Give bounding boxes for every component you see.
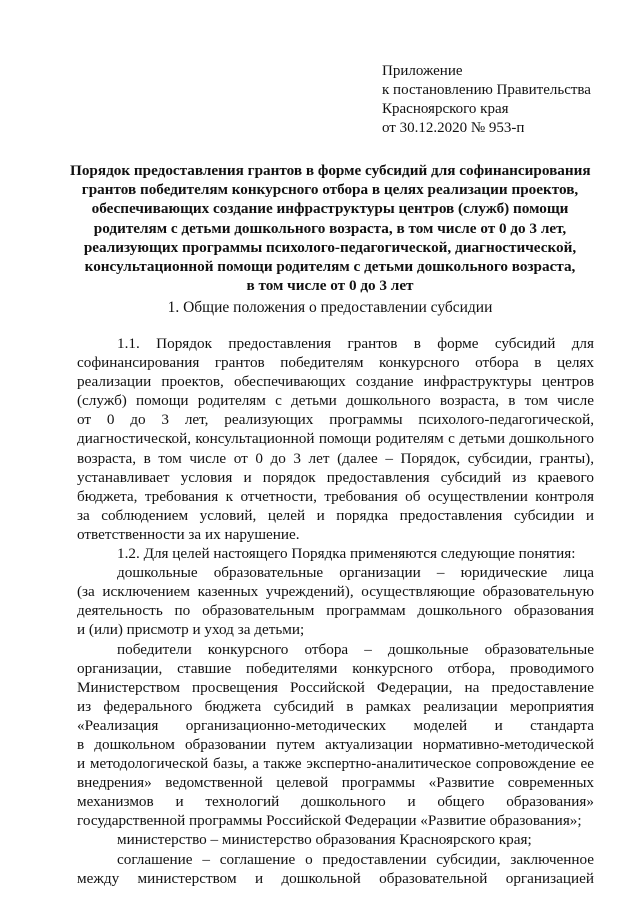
title-line: Порядок предоставления грантов в форме субсидий для софинансирования <box>70 162 591 179</box>
text-line: дошкольные образовательные организации – юридические лица <box>117 564 594 582</box>
text-line: из федерального бюджета субсидий в рамках реализации мероприятия <box>77 697 594 715</box>
title-line: реализующих программы психолого-педагогической, диагностической, <box>83 238 577 256</box>
text-line: от 0 до 3 лет, реализующих программы психолого-педагогической, <box>77 411 594 429</box>
text-line: возраста, в том числе от 0 до 3 лет (далее – Порядок, субсидии, гранты), <box>77 449 594 467</box>
text-line: (за исключением казенных учреждений), осуществляющие образовательную <box>77 583 594 601</box>
text-line: Министерством просвещения Российской Федерации, на предоставление <box>77 678 594 696</box>
title-line: обеспечивающих создание инфраструктуры центров (служб) помощи <box>91 200 569 218</box>
text-line: организации, ставшие победителями конкурсного отбора, проводимого <box>77 659 594 677</box>
text-line: за соблюдением условий, целей и порядка предоставления субсидии и <box>77 506 594 524</box>
section-heading: 1. Общие положения о предоставлении субсидии <box>167 299 493 316</box>
appendix-line: от 30.12.2020 № 953-п <box>382 120 525 136</box>
title-line: в том числе от 0 до 3 лет <box>246 277 414 295</box>
text-line: соглашение – соглашение о предоставлении субсидии, заключенное <box>117 850 594 868</box>
text-line: 1.2. Для целей настоящего Порядка применяются следующие понятия: <box>117 545 576 563</box>
title-line: родителям с детьми дошкольного возраста, в том числе от 0 до 3 лет, <box>93 219 567 237</box>
text-line: «Реализация организационно-методических моделей и стандарта <box>77 716 594 734</box>
text-line: устанавливает условия и порядок предоставления субсидий из краевого <box>77 468 594 486</box>
title-line: консультационной помощи родителям с детьми дошкольного возраста, <box>84 258 576 276</box>
text-line: (служб) помощи родителям с детьми дошкольного возраста, в том числе <box>77 392 594 410</box>
text-line: 1.1. Порядок предоставления грантов в форме субсидий для <box>117 335 594 352</box>
text-line: софинансирования грантов победителям конкурсного отбора в целях <box>77 354 594 372</box>
text-line: реализации проектов, обеспечивающих создание инфраструктуры центров <box>77 373 594 391</box>
title-line: грантов победителям конкурсного отбора в целях реализации проектов, <box>81 181 579 199</box>
text-line: механизмов и технологий дошкольного и общего образования» <box>77 793 594 811</box>
text-line: победители конкурсного отбора – дошкольные образовательные <box>117 640 594 658</box>
text-line: деятельность по образовательным программам дошкольного образования <box>77 602 594 620</box>
document-title <box>70 161 590 295</box>
text-line: государственной программы Российской Федерации «Развитие образования»; <box>77 812 582 830</box>
text-line: в дошкольном образовании путем актуализации нормативно-методической <box>77 735 594 753</box>
text-line: министерство – министерство образования Красноярского края; <box>117 831 532 849</box>
appendix-line: Красноярского края <box>382 101 509 117</box>
text-line: ответственности за их нарушение. <box>77 525 300 543</box>
text-line: и методологической базы, а также экспертно-аналитическое сопровождение ее <box>77 755 594 773</box>
appendix-line: к постановлению Правительства <box>382 82 591 98</box>
text-line: внедрения» ведомственной целевой программы «Развитие современных <box>77 774 594 792</box>
text-line: диагностической, консультационной помощи родителям с детьми дошкольного <box>77 430 594 448</box>
appendix-block <box>382 62 632 138</box>
text-line: бюджета, требования к отчетности, требования об осуществлении контроля <box>77 487 594 505</box>
appendix-line: Приложение <box>382 63 463 79</box>
text-line: между министерством и дошкольной образовательной организацией <box>77 869 594 887</box>
document-body <box>77 334 594 888</box>
text-line: и (или) присмотр и уход за детьми; <box>77 621 305 639</box>
